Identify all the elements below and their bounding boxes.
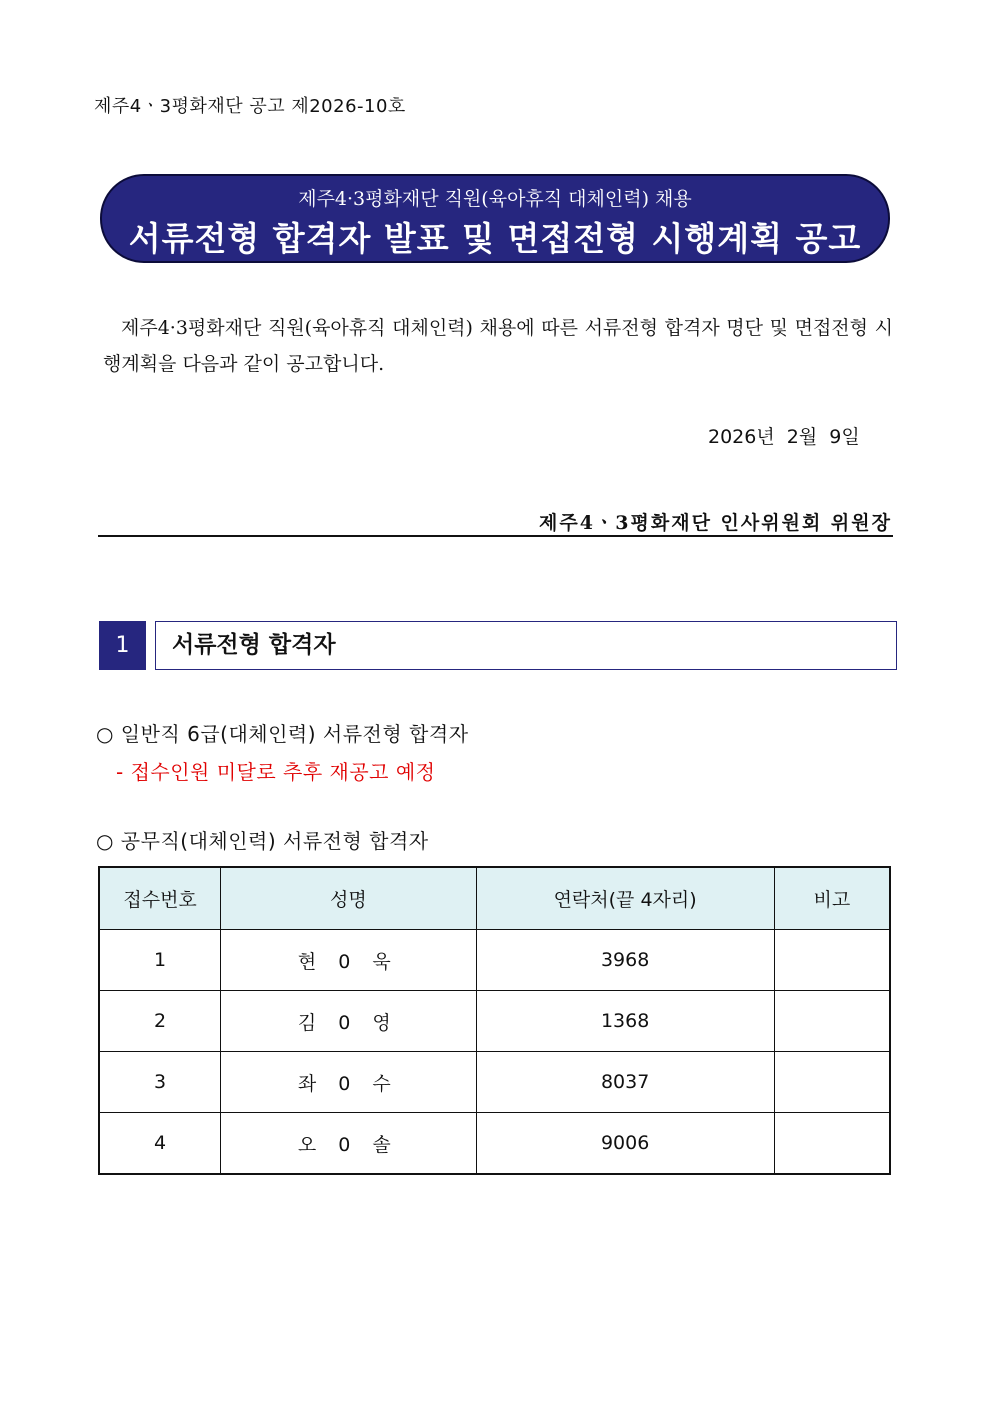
header-contact: 연락처(끝 4자리) xyxy=(476,867,774,930)
intro-paragraph xyxy=(103,310,893,382)
cell-contact: 3968 xyxy=(476,930,774,991)
issuer: 제주4ㆍ3평화재단 인사위원회 위원장 xyxy=(539,512,892,534)
announcement-date: 2026년 2월 9일 xyxy=(708,426,860,448)
cell-receipt-no: 4 xyxy=(99,1113,221,1175)
cell-receipt-no: 2 xyxy=(99,991,221,1052)
cell-name: 김 0 영 xyxy=(221,991,476,1052)
notice-number: 제주4ㆍ3평화재단 공고 제2026-10호 xyxy=(94,96,406,117)
banner-title: 서류전형 합격자 발표 및 면접전형 시행계획 공고 xyxy=(128,219,862,258)
header-receipt-no: 접수번호 xyxy=(99,867,221,930)
cell-name: 좌 0 수 xyxy=(221,1052,476,1113)
general-note: - 접수인원 미달로 추후 재공고 예정 xyxy=(116,760,436,784)
applicant-table xyxy=(98,866,891,1175)
cell-contact: 1368 xyxy=(476,991,774,1052)
banner-subtitle: 제주4·3평화재단 직원(육아휴직 대체인력) 채용 xyxy=(298,188,692,210)
header-name: 성명 xyxy=(221,867,476,930)
section-title: 서류전형 합격자 xyxy=(155,621,897,670)
cell-receipt-no: 3 xyxy=(99,1052,221,1113)
table-row xyxy=(99,1052,890,1113)
cell-remarks xyxy=(774,930,890,991)
table-row xyxy=(99,930,890,991)
cell-contact: 8037 xyxy=(476,1052,774,1113)
table-row xyxy=(99,991,890,1052)
cell-name: 오 0 솔 xyxy=(221,1113,476,1175)
cell-remarks xyxy=(774,1052,890,1113)
table-row xyxy=(99,1113,890,1175)
public-heading: ○ 공무직(대체인력) 서류전형 합격자 xyxy=(96,829,429,853)
header-remarks: 비고 xyxy=(774,867,890,930)
cell-contact: 9006 xyxy=(476,1113,774,1175)
divider xyxy=(98,535,893,537)
title-banner xyxy=(100,174,890,263)
cell-remarks xyxy=(774,991,890,1052)
cell-receipt-no: 1 xyxy=(99,930,221,991)
general-heading: ○ 일반직 6급(대체인력) 서류전형 합격자 xyxy=(96,722,469,746)
section-number: 1 xyxy=(99,621,146,670)
cell-remarks xyxy=(774,1113,890,1175)
cell-name: 현 0 욱 xyxy=(221,930,476,991)
intro-text: 제주4·3평화재단 직원(육아휴직 대체인력) 채용에 따른 서류전형 합격자 명단 및 면접전형 시행계획을 다음과 같이 공고합니다. xyxy=(103,317,893,375)
table-header-row xyxy=(99,867,890,930)
